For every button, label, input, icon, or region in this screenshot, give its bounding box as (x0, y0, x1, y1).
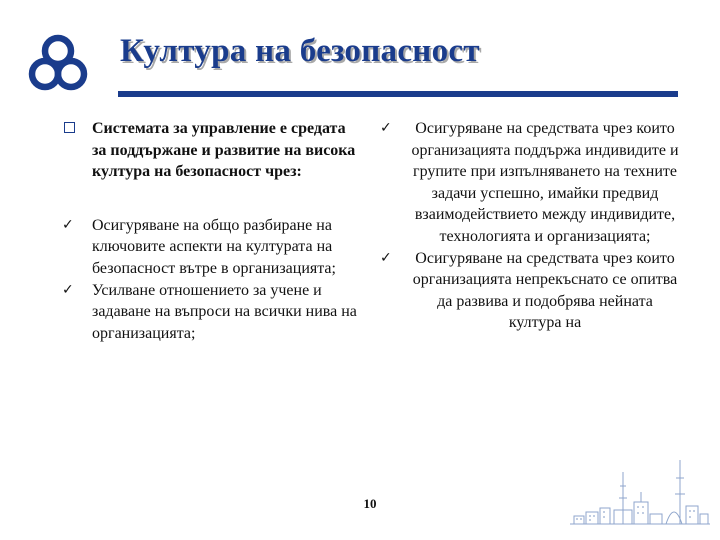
right-column (380, 118, 680, 334)
left-item-1-text: Осигуряване на общо разбиране на ключовите аспекти на културата на безопасност вътре в организацията; (92, 216, 336, 277)
slide-title: Култура на безопасност (120, 33, 480, 69)
left-item-2 (62, 280, 360, 345)
right-item-1-text: Осигуряване на средствата чрез които организацията поддържа индивидите и групите при изпълняването на техните задачи успешно, имайки предвид взаимодействието между индивидите, технологията и организацията; (411, 120, 679, 245)
checkmark-icon: ✓ (380, 249, 392, 266)
left-item-1 (62, 215, 360, 280)
city-skyline-icon (570, 458, 710, 530)
page-number: 10 (363, 496, 377, 511)
checkmark-icon: ✓ (380, 120, 392, 136)
lead-text: Системата за управление е средата за поддържане и развитие на висока култура на безопасност чрез: (92, 120, 356, 181)
right-item-2-text: Осигуряване на средствата чрез които организацията непрекъснато се опитва да развива и подобрява нейната култура на (412, 249, 678, 332)
company-logo-icon (22, 28, 94, 100)
right-item-1 (380, 118, 680, 248)
lead-bullet (62, 118, 360, 183)
title-underline (118, 91, 678, 97)
square-bullet-icon (64, 122, 75, 133)
left-item-2-text: Усилване отношението за учене и задаване на въпроси на всички нива на организацията; (92, 281, 357, 342)
right-item-2 (380, 248, 680, 334)
checkmark-icon: ✓ (62, 216, 74, 233)
checkmark-icon: ✓ (62, 281, 74, 298)
left-column (62, 118, 360, 344)
